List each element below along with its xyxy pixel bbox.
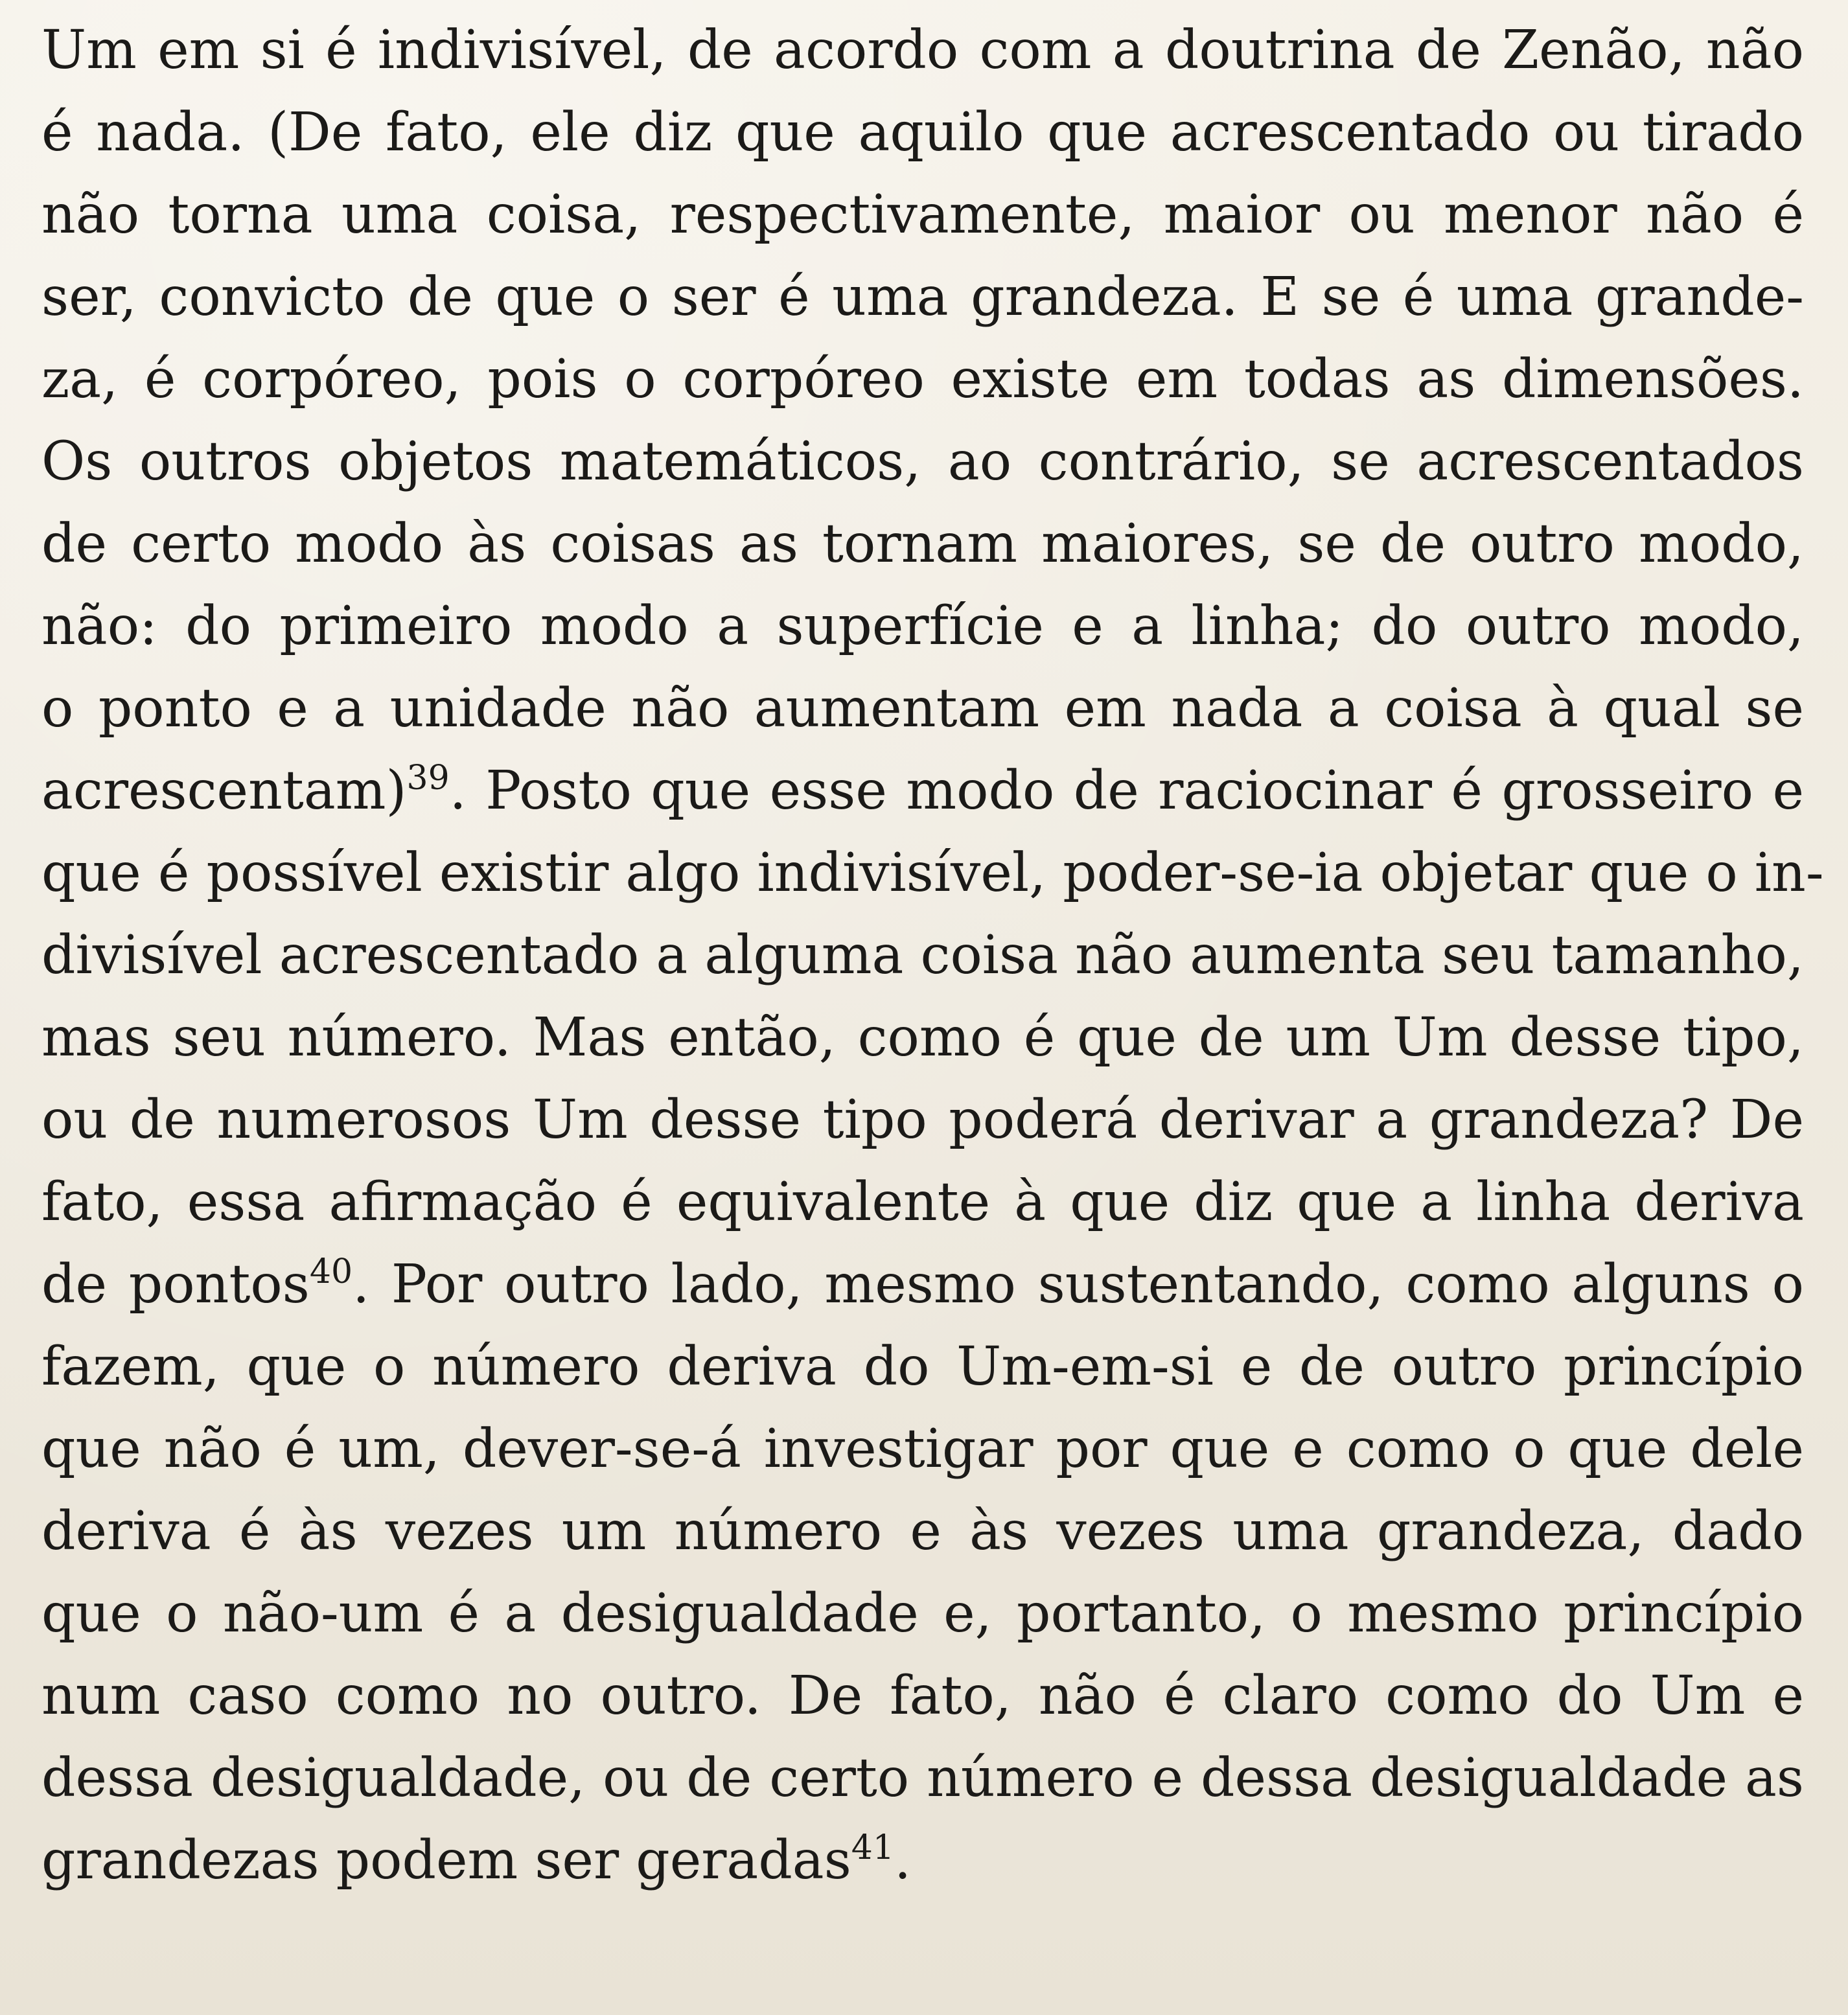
text-line-21: num caso como no outro. De fato, não é claro como do Um e <box>41 1665 1804 1727</box>
text-line-10 <box>41 750 1804 832</box>
text-line-23-after: . <box>894 1830 912 1891</box>
text-line-9: o ponto e a unidade não aumentam em nada a coisa à qual se <box>41 678 1804 739</box>
text-line-23 <box>41 1819 1804 1902</box>
text-line-11: que é possível existir algo indivisível, poder-se-ia objetar que o in- <box>41 842 1824 904</box>
footnote-ref-40: 40 <box>309 1252 353 1291</box>
text-line-5: za, é corpóreo, pois o corpóreo existe em todas as dimensões. <box>41 349 1804 410</box>
text-line-13: mas seu número. Mas então, como é que de um Um desse tipo, <box>41 1007 1804 1068</box>
text-line-2: é nada. (De fato, ele diz que aquilo que acrescentado ou tirado <box>41 102 1804 163</box>
text-line-16-after: . Por outro lado, mesmo sustentando, como alguns o <box>352 1254 1805 1315</box>
body-paragraph <box>41 9 1824 1902</box>
text-line-14: ou de numerosos Um desse tipo poderá derivar a grandeza? De <box>41 1089 1804 1151</box>
text-line-16 <box>41 1243 1804 1326</box>
footnote-ref-39: 39 <box>406 759 450 798</box>
text-line-18: que não é um, dever-se-á investigar por que e como o que dele <box>41 1418 1804 1480</box>
footnote-ref-41: 41 <box>851 1828 894 1867</box>
text-line-7: de certo modo às coisas as tornam maiores, se de outro modo, <box>41 513 1804 575</box>
text-line-8: não: do primeiro modo a superfície e a linha; do outro modo, <box>41 595 1804 657</box>
text-line-19: deriva é às vezes um número e às vezes uma grandeza, dado <box>41 1501 1804 1562</box>
text-line-17: fazem, que o número deriva do Um-em-si e de outro princípio <box>41 1336 1804 1398</box>
text-line-12: divisível acrescentado a alguma coisa não aumenta seu tamanho, <box>41 925 1804 986</box>
text-line-10-after: . Posto que esse modo de raciocinar é grosseiro e <box>449 760 1804 822</box>
text-line-1: Um em si é indivisível, de acordo com a doutrina de Zenão, não <box>41 19 1804 81</box>
text-line-22: dessa desigualdade, ou de certo número e dessa desigualdade as <box>41 1747 1804 1809</box>
text-line-10-before: acrescentam) <box>41 760 407 822</box>
text-line-15: fato, essa afirmação é equivalente à que diz que a linha deriva <box>41 1171 1804 1233</box>
text-line-6: Os outros objetos matemáticos, ao contrário, se acrescentados <box>41 431 1804 492</box>
text-line-20: que o não-um é a desigualdade e, portanto, o mesmo princípio <box>41 1583 1804 1644</box>
text-line-16-before: de pontos <box>41 1254 310 1315</box>
text-line-4: ser, convicto de que o ser é uma grandeza. E se é uma grande- <box>41 266 1804 328</box>
text-line-23-before: grandezas podem ser geradas <box>41 1830 851 1891</box>
text-line-3: não torna uma coisa, respectivamente, maior ou menor não é <box>41 184 1804 246</box>
